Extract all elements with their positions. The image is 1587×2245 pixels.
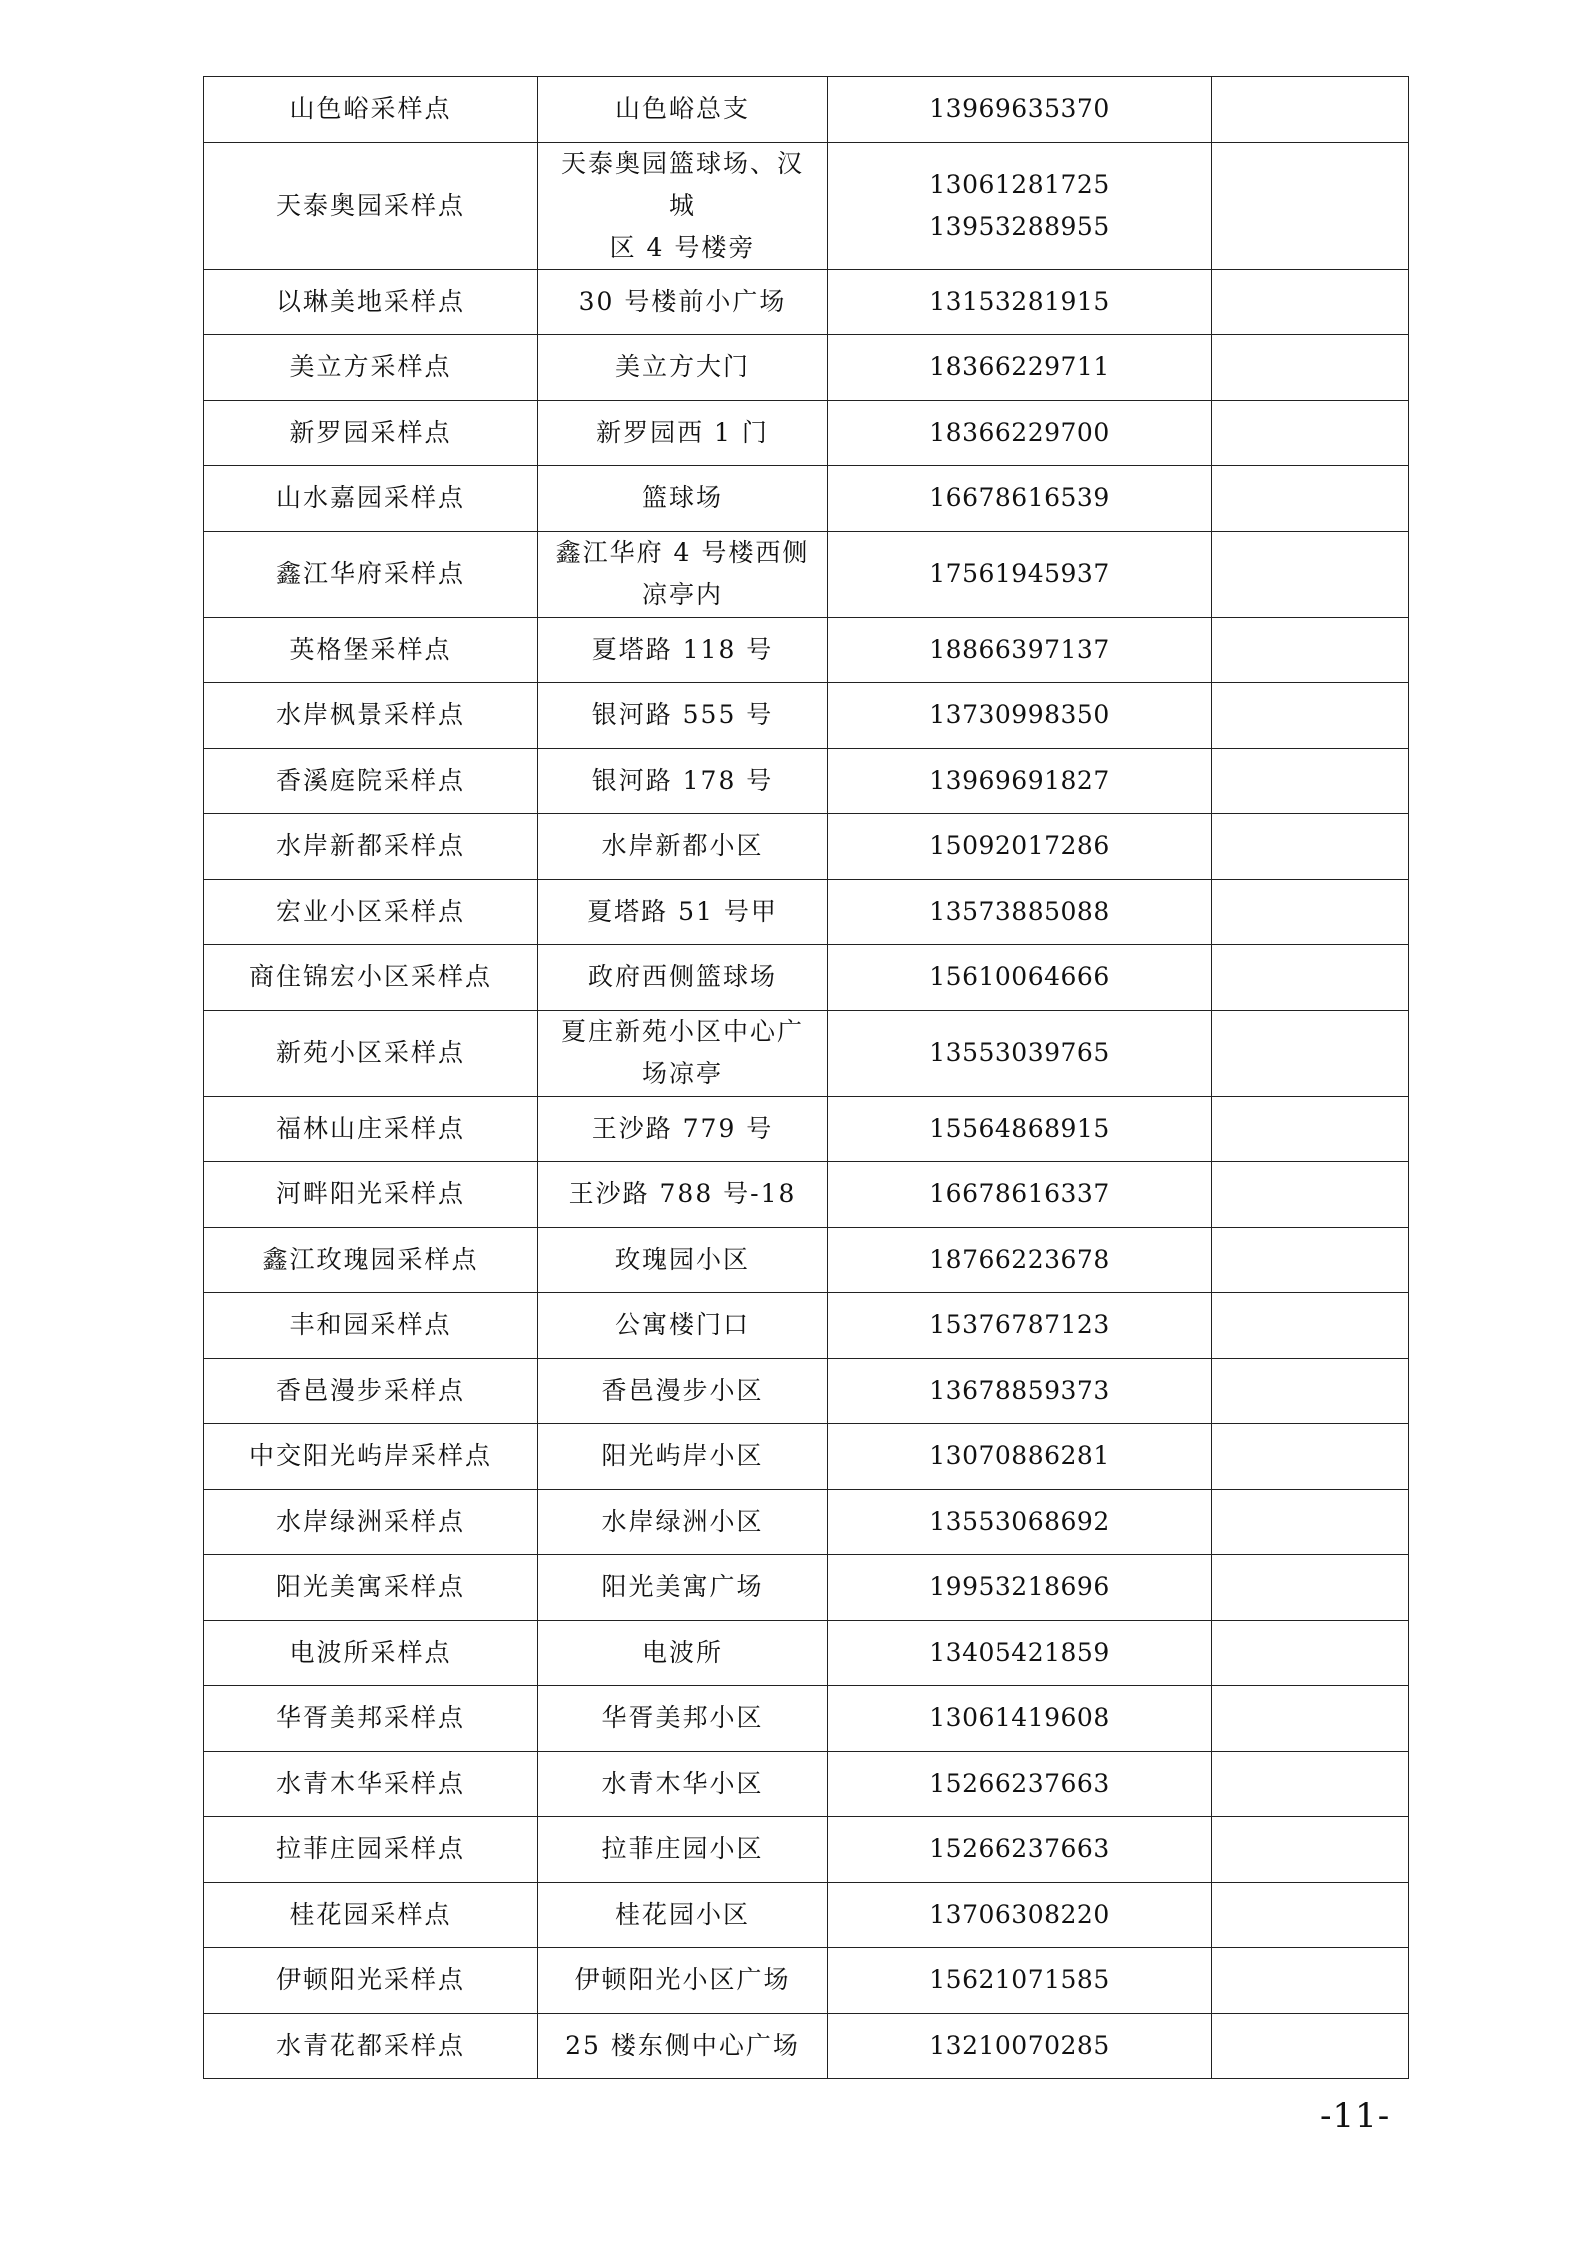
site-name-cell: 鑫江玫瑰园采样点 <box>204 1227 538 1293</box>
site-name-cell: 福林山庄采样点 <box>204 1096 538 1162</box>
table-row <box>204 1010 1409 1096</box>
site-name-cell: 新罗园采样点 <box>204 400 538 466</box>
phone-cell <box>828 748 1212 814</box>
location-line: 夏塔路 51 号甲 <box>587 896 778 926</box>
location-line: 水岸新都小区 <box>601 831 764 861</box>
table-row <box>204 1162 1409 1228</box>
site-name-cell: 水岸枫景采样点 <box>204 683 538 749</box>
location-cell <box>538 879 828 945</box>
note-cell <box>1212 945 1409 1011</box>
phone-number: 16678616539 <box>929 483 1110 513</box>
sampling-sites-table <box>203 76 1409 2079</box>
table-row <box>204 269 1409 335</box>
site-name-cell: 桂花园采样点 <box>204 1882 538 1948</box>
table-row <box>204 1096 1409 1162</box>
phone-cell <box>828 1948 1212 2014</box>
phone-number: 13061419608 <box>929 1703 1110 1733</box>
table-row <box>204 748 1409 814</box>
location-cell <box>538 1010 828 1096</box>
note-cell <box>1212 2013 1409 2079</box>
phone-number: 13070886281 <box>929 1441 1110 1471</box>
table-row <box>204 1882 1409 1948</box>
table-body <box>204 77 1409 2079</box>
note-cell <box>1212 1227 1409 1293</box>
location-line: 王沙路 779 号 <box>591 1113 774 1143</box>
location-line: 美立方大门 <box>614 352 750 382</box>
phone-cell <box>828 1424 1212 1490</box>
table-row <box>204 1817 1409 1883</box>
location-line: 水岸绿洲小区 <box>601 1506 764 1536</box>
location-cell <box>538 617 828 683</box>
phone-number: 13153281915 <box>929 286 1110 316</box>
table-row <box>204 1555 1409 1621</box>
table-row <box>204 2013 1409 2079</box>
note-cell <box>1212 683 1409 749</box>
location-line: 天泰奥园篮球场、汉城 <box>560 148 804 220</box>
location-line: 夏庄新苑小区中心广 <box>560 1017 804 1046</box>
phone-number: 18766223678 <box>929 1244 1110 1274</box>
note-cell <box>1212 1948 1409 2014</box>
note-cell <box>1212 1424 1409 1490</box>
location-line: 水青木华小区 <box>601 1768 764 1798</box>
location-line: 新罗园西 1 门 <box>596 417 769 447</box>
location-line: 王沙路 788 号-18 <box>568 1179 797 1209</box>
note-cell <box>1212 1162 1409 1228</box>
note-cell <box>1212 1686 1409 1752</box>
location-cell <box>538 814 828 880</box>
phone-cell <box>828 1817 1212 1883</box>
phone-cell <box>828 1096 1212 1162</box>
phone-cell <box>828 1882 1212 1948</box>
location-line: 香邑漫步小区 <box>601 1375 764 1405</box>
site-name-cell: 水岸新都采样点 <box>204 814 538 880</box>
note-cell <box>1212 748 1409 814</box>
phone-number: 15621071585 <box>929 1965 1110 1995</box>
phone-number: 13553068692 <box>929 1506 1110 1536</box>
phone-number: 13730998350 <box>929 700 1110 730</box>
location-cell <box>538 1686 828 1752</box>
location-cell <box>538 1293 828 1359</box>
table-row <box>204 814 1409 880</box>
site-name-cell: 天泰奥园采样点 <box>204 142 538 269</box>
note-cell <box>1212 1293 1409 1359</box>
note-cell <box>1212 142 1409 269</box>
phone-cell <box>828 269 1212 335</box>
table-row <box>204 945 1409 1011</box>
phone-number: 15266237663 <box>929 1768 1110 1798</box>
table-row <box>204 1686 1409 1752</box>
note-cell <box>1212 77 1409 143</box>
location-line: 桂花园小区 <box>614 1899 750 1929</box>
site-name-cell: 水岸绿洲采样点 <box>204 1489 538 1555</box>
note-cell <box>1212 617 1409 683</box>
phone-cell <box>828 1751 1212 1817</box>
note-cell <box>1212 1096 1409 1162</box>
location-line: 阳光美寓广场 <box>601 1572 764 1602</box>
table-row <box>204 1358 1409 1424</box>
location-line: 30 号楼前小广场 <box>578 286 787 316</box>
phone-cell <box>828 1555 1212 1621</box>
location-cell <box>538 945 828 1011</box>
table-row <box>204 1489 1409 1555</box>
note-cell <box>1212 400 1409 466</box>
phone-cell <box>828 2013 1212 2079</box>
phone-number: 16678616337 <box>929 1179 1110 1209</box>
phone-number: 18366229711 <box>929 352 1110 382</box>
location-cell <box>538 1620 828 1686</box>
location-cell <box>538 1555 828 1621</box>
location-cell <box>538 1162 828 1228</box>
site-name-cell: 伊顿阳光采样点 <box>204 1948 538 2014</box>
site-name-cell: 山水嘉园采样点 <box>204 466 538 532</box>
phone-cell <box>828 1162 1212 1228</box>
site-name-cell: 拉菲庄园采样点 <box>204 1817 538 1883</box>
location-line: 玫瑰园小区 <box>614 1244 750 1274</box>
location-cell <box>538 1096 828 1162</box>
site-name-cell: 丰和园采样点 <box>204 1293 538 1359</box>
location-cell <box>538 1227 828 1293</box>
note-cell <box>1212 1555 1409 1621</box>
phone-number: 15376787123 <box>929 1310 1110 1340</box>
phone-cell <box>828 1620 1212 1686</box>
phone-number: 13553039765 <box>929 1038 1110 1067</box>
phone-cell <box>828 1227 1212 1293</box>
location-line: 华胥美邦小区 <box>601 1703 764 1733</box>
location-line: 电波所 <box>641 1637 723 1667</box>
phone-number: 15564868915 <box>929 1113 1110 1143</box>
phone-cell <box>828 879 1212 945</box>
phone-cell <box>828 77 1212 143</box>
table-row <box>204 77 1409 143</box>
phone-number: 13953288955 <box>929 211 1110 241</box>
site-name-cell: 水青木华采样点 <box>204 1751 538 1817</box>
location-line: 银河路 178 号 <box>591 765 774 795</box>
phone-number: 13969691827 <box>929 765 1110 795</box>
location-line: 公寓楼门口 <box>614 1310 750 1340</box>
phone-number: 13969635370 <box>929 94 1110 124</box>
phone-number: 13061281725 <box>929 169 1110 199</box>
phone-number: 17561945937 <box>929 559 1110 588</box>
note-cell <box>1212 1010 1409 1096</box>
phone-number: 18866397137 <box>929 634 1110 664</box>
location-cell <box>538 335 828 401</box>
phone-number: 13678859373 <box>929 1375 1110 1405</box>
table-row <box>204 1424 1409 1490</box>
table-row <box>204 683 1409 749</box>
phone-cell <box>828 617 1212 683</box>
table-row <box>204 879 1409 945</box>
note-cell <box>1212 335 1409 401</box>
location-cell <box>538 683 828 749</box>
note-cell <box>1212 814 1409 880</box>
site-name-cell: 河畔阳光采样点 <box>204 1162 538 1228</box>
phone-number: 13405421859 <box>929 1637 1110 1667</box>
site-name-cell: 华胥美邦采样点 <box>204 1686 538 1752</box>
site-name-cell: 阳光美寓采样点 <box>204 1555 538 1621</box>
table-row <box>204 400 1409 466</box>
table-row <box>204 1620 1409 1686</box>
note-cell <box>1212 1817 1409 1883</box>
location-cell <box>538 1882 828 1948</box>
phone-number: 15610064666 <box>929 962 1110 992</box>
phone-cell <box>828 400 1212 466</box>
phone-cell <box>828 1489 1212 1555</box>
location-line: 夏塔路 118 号 <box>591 634 774 664</box>
location-cell <box>538 1424 828 1490</box>
location-line: 区 4 号楼旁 <box>609 232 756 262</box>
table-row <box>204 1227 1409 1293</box>
location-cell <box>538 1489 828 1555</box>
location-line: 政府西侧篮球场 <box>587 962 777 992</box>
phone-number: 19953218696 <box>929 1572 1110 1602</box>
phone-cell <box>828 814 1212 880</box>
location-line: 25 楼东侧中心广场 <box>565 2030 800 2060</box>
phone-number: 18366229700 <box>929 417 1110 447</box>
phone-number: 13706308220 <box>929 1899 1110 1929</box>
location-line: 场凉亭 <box>641 1059 723 1088</box>
note-cell <box>1212 531 1409 617</box>
table-row <box>204 1293 1409 1359</box>
location-line: 篮球场 <box>641 483 723 513</box>
phone-cell <box>828 683 1212 749</box>
table-row <box>204 466 1409 532</box>
note-cell <box>1212 1489 1409 1555</box>
page-number: -11- <box>1320 2096 1391 2136</box>
site-name-cell: 鑫江华府采样点 <box>204 531 538 617</box>
note-cell <box>1212 1358 1409 1424</box>
table-row <box>204 531 1409 617</box>
note-cell <box>1212 269 1409 335</box>
note-cell <box>1212 1751 1409 1817</box>
site-name-cell: 山色峪采样点 <box>204 77 538 143</box>
phone-cell <box>828 1358 1212 1424</box>
location-cell <box>538 2013 828 2079</box>
site-name-cell: 水青花都采样点 <box>204 2013 538 2079</box>
table-row <box>204 142 1409 269</box>
location-cell <box>538 77 828 143</box>
location-cell <box>538 531 828 617</box>
phone-cell <box>828 945 1212 1011</box>
phone-cell <box>828 1686 1212 1752</box>
location-cell <box>538 269 828 335</box>
location-line: 山色峪总支 <box>614 94 750 124</box>
note-cell <box>1212 1882 1409 1948</box>
location-cell <box>538 1358 828 1424</box>
phone-number: 13210070285 <box>929 2030 1110 2060</box>
phone-cell <box>828 335 1212 401</box>
table-row <box>204 1751 1409 1817</box>
phone-cell <box>828 142 1212 269</box>
table-row <box>204 1948 1409 2014</box>
phone-cell <box>828 1010 1212 1096</box>
site-name-cell: 商住锦宏小区采样点 <box>204 945 538 1011</box>
phone-number: 15266237663 <box>929 1834 1110 1864</box>
site-name-cell: 以琳美地采样点 <box>204 269 538 335</box>
site-name-cell: 新苑小区采样点 <box>204 1010 538 1096</box>
note-cell <box>1212 466 1409 532</box>
site-name-cell: 英格堡采样点 <box>204 617 538 683</box>
site-name-cell: 美立方采样点 <box>204 335 538 401</box>
site-name-cell: 宏业小区采样点 <box>204 879 538 945</box>
phone-cell <box>828 1293 1212 1359</box>
location-line: 阳光屿岸小区 <box>601 1441 764 1471</box>
location-cell <box>538 1817 828 1883</box>
site-name-cell: 香溪庭院采样点 <box>204 748 538 814</box>
location-cell <box>538 400 828 466</box>
location-line: 凉亭内 <box>641 580 723 609</box>
location-line: 银河路 555 号 <box>591 700 774 730</box>
table-row <box>204 335 1409 401</box>
note-cell <box>1212 1620 1409 1686</box>
phone-number: 13573885088 <box>929 896 1110 926</box>
location-line: 鑫江华府 4 号楼西侧 <box>555 538 810 567</box>
site-name-cell: 电波所采样点 <box>204 1620 538 1686</box>
location-line: 拉菲庄园小区 <box>601 1834 764 1864</box>
location-cell <box>538 748 828 814</box>
location-cell <box>538 142 828 269</box>
phone-cell <box>828 531 1212 617</box>
site-name-cell: 中交阳光屿岸采样点 <box>204 1424 538 1490</box>
phone-number: 15092017286 <box>929 831 1110 861</box>
location-cell <box>538 1751 828 1817</box>
location-line: 伊顿阳光小区广场 <box>574 1965 791 1995</box>
location-cell <box>538 1948 828 2014</box>
site-name-cell: 香邑漫步采样点 <box>204 1358 538 1424</box>
note-cell <box>1212 879 1409 945</box>
table-row <box>204 617 1409 683</box>
phone-cell <box>828 466 1212 532</box>
location-cell <box>538 466 828 532</box>
